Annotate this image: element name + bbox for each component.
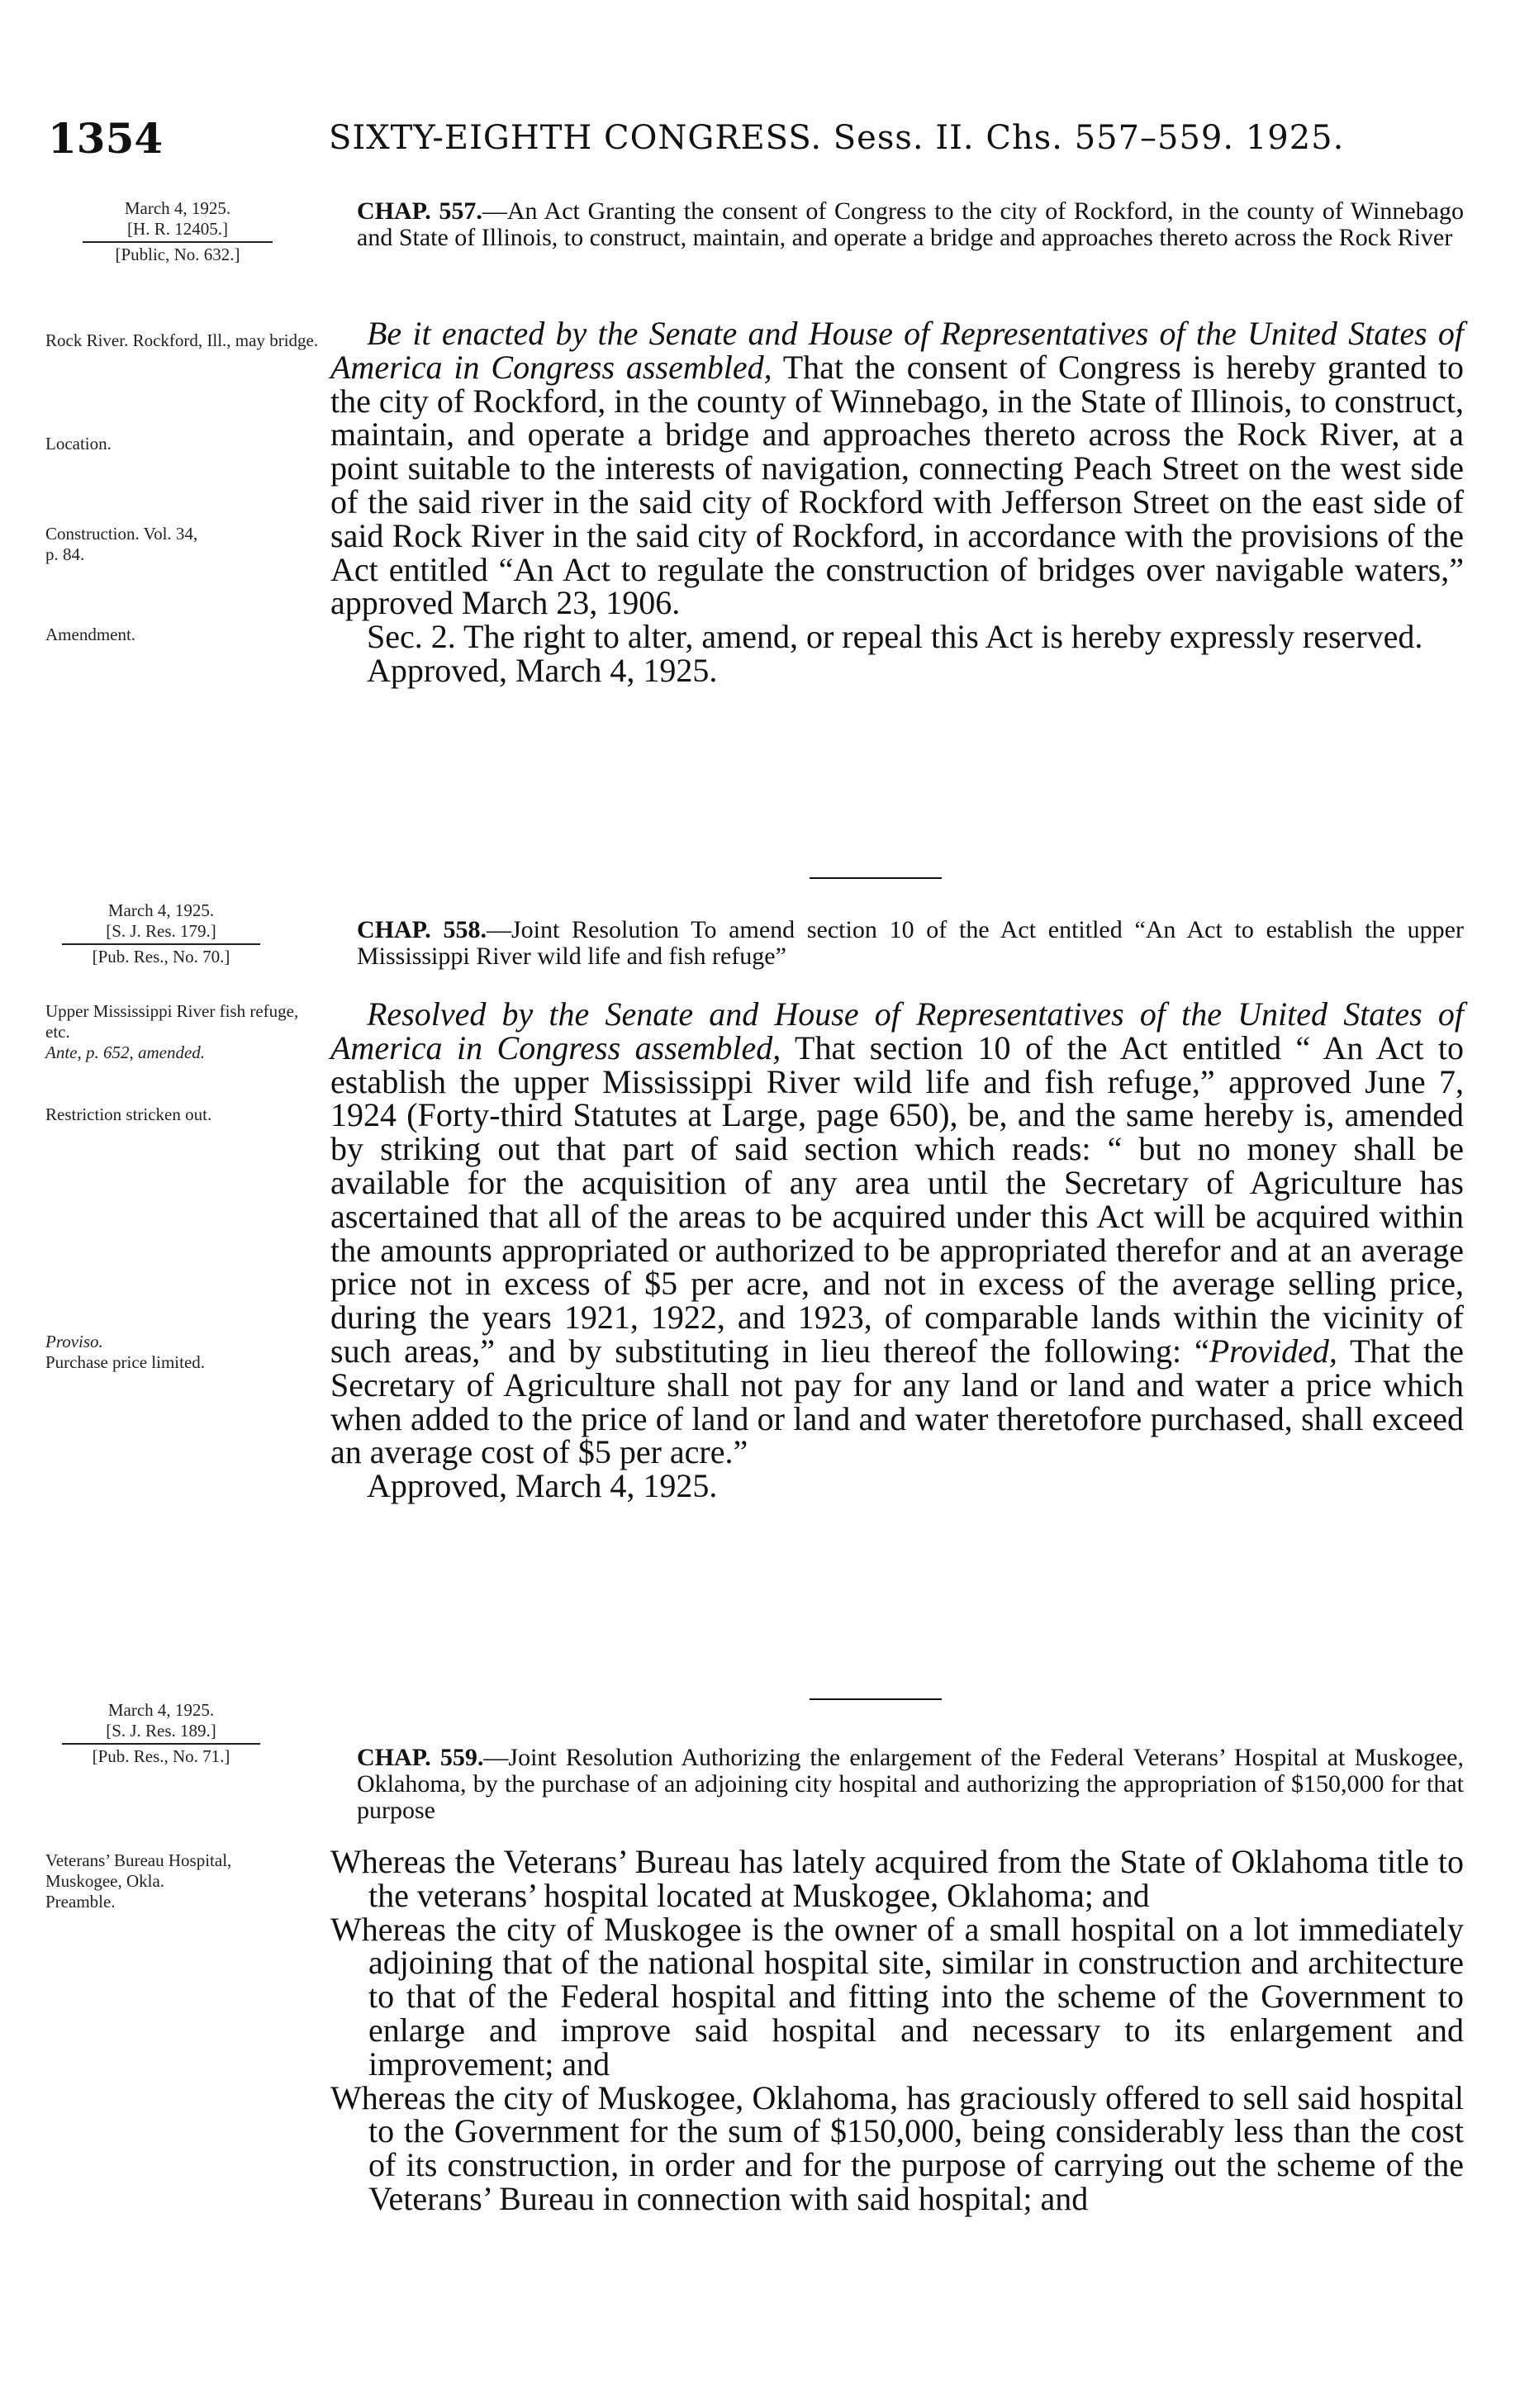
separator-rule-1 — [810, 877, 942, 879]
note-restriction: Restriction stricken out. — [45, 1104, 212, 1124]
chap557-public-law: [Public, No. 632.] — [115, 245, 240, 264]
chap557-title: —An Act Granting the consent of Congress to the city of Rockford, in the county of Winnebago and State of Illinois, to construct, maintain, and operate a bridge and approaches thereto across the Rock River — [357, 197, 1464, 251]
resolved-text: That section 10 of the Act entitled “ An Act to establish the upper Mississippi River wild life and fish refuge,” approved June 7, 1924 (Forty-third Statutes at Large, page 650), be, and the same hereby is, amended by striking out that part of said section which reads: “ but no money shall be available for the acquisition of any area until the Secretary of Agriculture has ascertained that all of the areas to be acquired under this Act will be acquired within the amounts appropriated or authorized to be appropriated therefor and at an average price not in excess of $5 per acre, and not in excess of the average selling price, during the years 1921, 1922, and 1923, of comparable lands within the vicinity of such areas,” and by substituting in lieu thereof the following: “ — [330, 1028, 1464, 1370]
chap558-title: —Joint Resolution To amend section 10 of the Act entitled “An Act to establish the upper Mississippi River wild life and fish refuge” — [357, 916, 1464, 970]
chap559-label: CHAP. 559. — [357, 1744, 484, 1771]
chap557-margin-notes — [45, 330, 343, 645]
chap557-heading — [357, 198, 1464, 251]
chap559-public-law: [Pub. Res., No. 71.] — [92, 1746, 230, 1766]
note-preamble: Preamble. — [45, 1892, 116, 1912]
separator-rule-2 — [810, 1698, 942, 1700]
resolved-text-2: That the Secretary of Agriculture shall not pay for any land or land and water a price which when added to the price of land or land and water theretofore purchased, shall exceed an average cost of $5 per acre.” — [330, 1332, 1465, 1471]
chap558-public-law: [Pub. Res., No. 70.] — [92, 947, 230, 967]
sec2-label: Sec. 2. — [367, 618, 456, 656]
note-veterans-bureau: Veterans’ Bureau Hospital, Muskogee, Okla. — [45, 1850, 232, 1891]
chap559-body — [330, 1845, 1464, 2216]
whereas-1: Whereas the Veterans’ Bureau has lately acquired from the State of Oklahoma title to the veterans’ hospital located at Muskogee, Oklahoma; and — [330, 1843, 1464, 1914]
chap558-margin-citation — [62, 900, 260, 967]
running-title: SIXTY-EIGHTH CONGRESS. Sess. II. Chs. 557–559. 1925. — [329, 119, 1345, 157]
chap559-heading — [357, 1745, 1464, 1824]
chap557-body — [330, 317, 1464, 688]
note-proviso: Proviso. — [45, 1332, 103, 1351]
chap557-enacting-clause — [330, 317, 1464, 620]
chap557-margin-rule — [83, 241, 273, 243]
chap557-approved: Approved, March 4, 1925. — [367, 651, 718, 689]
page-number: 1354 — [48, 114, 164, 163]
chap558-body — [330, 995, 1465, 1505]
chap558-bill: [S. J. Res. 179.] — [106, 921, 216, 941]
provided-word: Provided, — [1209, 1332, 1337, 1370]
chap559-bill: [S. J. Res. 189.] — [106, 1721, 216, 1741]
whereas-3: Whereas the city of Muskogee, Oklahoma, has graciously offered to sell said hospital to the Government for the sum of $150,000, being considerably less than the cost of its construction, in order and for the purpose of carrying out the scheme of the Veterans’ Bureau in connection with said hospital; and — [330, 2078, 1464, 2217]
chap558-approved: Approved, March 4, 1925. — [367, 1467, 718, 1505]
note-upper-mississippi: Upper Mississippi River fish refuge, etc. — [45, 1001, 299, 1042]
note-amendment: Amendment. — [45, 625, 136, 644]
note-ante-amended: Ante, p. 652, amended. — [45, 1043, 206, 1062]
chap559-title: —Joint Resolution Authorizing the enlargement of the Federal Veterans’ Hospital at Muskogee, Oklahoma, by the purchase of an adjoining city hospital and authorizing the appropriation of $150,000 for that purpose — [357, 1744, 1464, 1824]
note-purchase-price: Purchase price limited. — [45, 1352, 206, 1372]
note-rock-river: Rock River. Rockford, Ill., may bridge. — [45, 330, 319, 350]
chap557-date: March 4, 1925. — [124, 198, 231, 218]
chap557-bill: [H. R. 12405.] — [127, 219, 228, 239]
enacting-formula: Be it enacted by the Senate and House of Representatives of the United States of America in Congress assembled, — [330, 315, 1464, 386]
chap559-margin-notes — [45, 1850, 326, 1912]
note-construction: Construction. Vol. 34, p. 84. — [45, 524, 198, 564]
whereas-2: Whereas the city of Muskogee is the owner of a small hospital on a lot immediately adjoining that of the national hospital site, similar in construction and architecture to that of the Federal hospital and fitting into the scheme of the Government to enlarge and improve said hospital and necessary to its enlargement and improvement; and — [330, 1910, 1464, 2083]
resolved-formula: Resolved by the Senate and House of Representatives of the United States of America in Congress assembled, — [330, 995, 1464, 1066]
page-header — [48, 114, 1469, 172]
note-location: Location. — [45, 434, 112, 454]
chap558-resolving-clause — [330, 995, 1465, 1471]
chap558-heading — [357, 917, 1464, 970]
chap557-label: CHAP. 557. — [357, 197, 482, 225]
chap558-label: CHAP. 558. — [357, 916, 487, 943]
chap557-section-2 — [330, 620, 1464, 654]
chap557-margin-citation — [83, 198, 273, 265]
chap559-margin-citation — [62, 1700, 260, 1767]
enacting-text: That the consent of Congress is hereby granted to the city of Rockford, in the county of Winnebago, in the State of Illinois, to construct, maintain, and operate a bridge and approaches thereto across the Rock River, at a point suitable to the interests of navigation, connecting Peach Street on the west side of the said river in the said city of Rockford with Jefferson Street on the east side of said Rock River in the said city of Rockford, in accordance with the provisions of the Act entitled “An Act to regulate the construction of bridges over navigable waters,” approved March 23, 1906. — [330, 348, 1464, 622]
sec2-text: The right to alter, amend, or repeal this Act is hereby expressly reserved. — [455, 618, 1423, 656]
chap559-date: March 4, 1925. — [107, 1700, 215, 1720]
chap558-margin-notes — [45, 1001, 343, 1373]
chap558-margin-rule — [62, 943, 260, 945]
chap559-margin-rule — [62, 1743, 260, 1745]
chap558-date: March 4, 1925. — [107, 900, 215, 920]
